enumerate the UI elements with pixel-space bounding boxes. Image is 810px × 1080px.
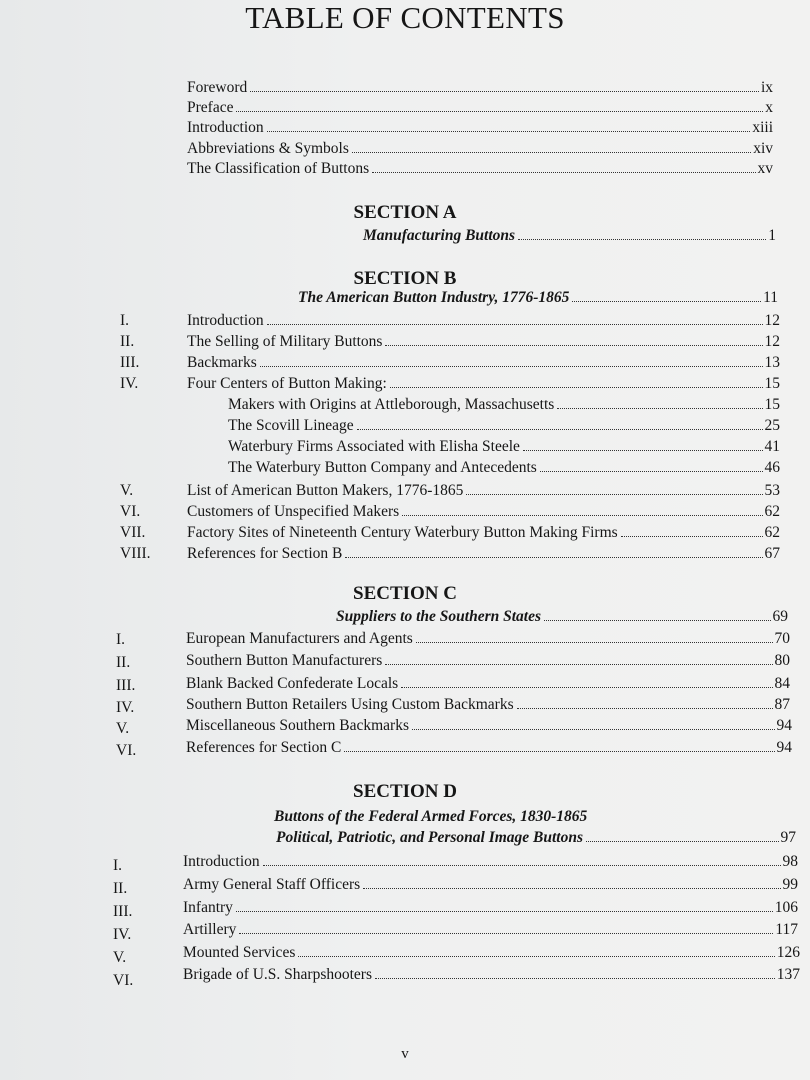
toc-entry-page: 87: [774, 696, 790, 713]
toc-entry: [187, 481, 780, 501]
toc-entry-label: Southern Button Manufacturers: [186, 652, 383, 669]
roman-numeral: III.: [116, 677, 136, 694]
toc-entry-page: 46: [764, 459, 780, 476]
leader-dots: [363, 888, 780, 889]
leader-dots: [621, 536, 763, 537]
toc-entry-page: 15: [764, 396, 780, 413]
toc-entry-label: Backmarks: [187, 354, 257, 371]
toc-entry-label: Southern Button Retailers Using Custom Backmarks: [186, 696, 514, 713]
toc-entry-label: Miscellaneous Southern Backmarks: [186, 717, 409, 734]
leader-dots: [572, 301, 761, 302]
leader-dots: [267, 131, 751, 132]
toc-entry-page: 62: [764, 524, 780, 541]
leader-dots: [523, 450, 763, 451]
toc-entry-label: Mounted Services: [183, 944, 296, 961]
roman-numeral: I.: [113, 857, 123, 874]
roman-numeral: V.: [113, 949, 127, 966]
roman-numeral: VIII.: [120, 545, 151, 562]
toc-entry-page: 12: [764, 333, 780, 350]
toc-entry-label: Political, Patriotic, and Personal Image Buttons: [276, 829, 584, 846]
toc-entry-page: 69: [772, 608, 788, 625]
leader-dots: [298, 956, 774, 957]
leader-dots: [466, 494, 762, 495]
leader-dots: [540, 471, 763, 472]
roman-numeral: I.: [120, 312, 130, 329]
toc-entry: [183, 852, 798, 872]
toc-entry-page: x: [765, 99, 773, 116]
toc-entry: [187, 523, 780, 543]
toc-entry-page: 97: [780, 829, 796, 846]
toc-entry-label: Foreword: [187, 79, 248, 96]
leader-dots: [518, 239, 766, 240]
leader-dots: [544, 620, 770, 621]
toc-entry: [187, 353, 780, 373]
toc-entry-label: The Waterbury Button Company and Antecedents: [228, 459, 537, 476]
toc-entry: [186, 629, 790, 649]
toc-entry-page: xiii: [752, 119, 773, 136]
toc-entry: [183, 965, 800, 985]
roman-numeral: IV.: [116, 699, 135, 716]
roman-numeral: III.: [113, 903, 133, 920]
leader-dots: [416, 642, 773, 643]
roman-numeral: VI.: [116, 742, 137, 759]
toc-entry-label: Waterbury Firms Associated with Elisha Steele: [228, 438, 520, 455]
section-b-heading: SECTION B: [353, 268, 457, 289]
roman-numeral: V.: [120, 482, 134, 499]
section-c-heading: SECTION C: [353, 583, 457, 604]
section-a-subtitle: [363, 226, 776, 246]
leader-dots: [260, 366, 763, 367]
toc-entry-label: The Classification of Buttons: [187, 160, 370, 177]
toc-entry-label: Brigade of U.S. Sharpshooters: [183, 966, 372, 983]
toc-entry-page: 62: [764, 503, 780, 520]
toc-entry-foreword: [187, 78, 773, 98]
roman-numeral: I.: [116, 631, 126, 648]
leader-dots: [236, 911, 773, 912]
toc-entry: [186, 674, 790, 694]
leader-dots: [344, 751, 774, 752]
toc-entry-page: 117: [775, 921, 798, 938]
leader-dots: [352, 152, 751, 153]
toc-entry-label: Preface: [187, 99, 234, 116]
leader-dots: [586, 841, 778, 842]
section-a-heading: SECTION A: [353, 202, 457, 223]
toc-entry-label: Infantry: [183, 899, 233, 916]
toc-entry-label: Buttons of the Federal Armed Forces, 1830-1865: [274, 808, 588, 825]
toc-entry-label: Abbreviations & Symbols: [187, 140, 349, 157]
toc-entry-label: Manufacturing Buttons: [363, 227, 516, 244]
page-number: v: [401, 1046, 409, 1062]
roman-numeral: II.: [120, 333, 135, 350]
toc-entry-label: Introduction: [187, 119, 264, 136]
leader-dots: [402, 515, 762, 516]
toc-entry: [183, 920, 798, 940]
section-d-subtitle-1: [274, 807, 590, 827]
toc-subentry: [228, 395, 780, 415]
roman-numeral: IV.: [113, 926, 132, 943]
page-title: TABLE OF CONTENTS: [245, 0, 565, 35]
roman-numeral: VI.: [120, 503, 141, 520]
leader-dots: [263, 865, 781, 866]
toc-entry: [186, 695, 790, 715]
toc-subentry: [228, 458, 780, 478]
section-b-subtitle: [298, 288, 778, 308]
toc-entry-label: Suppliers to the Southern States: [336, 608, 542, 625]
toc-entry-label: References for Section C: [186, 739, 342, 756]
toc-entry-label: Makers with Origins at Attleborough, Massachusetts: [228, 396, 555, 413]
section-c-subtitle: [336, 607, 788, 627]
section-d-subtitle-2: [276, 828, 796, 848]
toc-entry: [183, 898, 798, 918]
toc-entry: [187, 374, 780, 394]
leader-dots: [239, 933, 773, 934]
toc-entry-page: 41: [764, 438, 780, 455]
leader-dots: [385, 664, 772, 665]
roman-numeral: III.: [120, 354, 140, 371]
toc-entry-page: 67: [764, 545, 780, 562]
toc-entry-classification: [187, 159, 773, 179]
leader-dots: [267, 324, 763, 325]
toc-entry-page: 99: [782, 876, 798, 893]
toc-entry: [183, 875, 798, 895]
toc-entry-label: Blank Backed Confederate Locals: [186, 675, 399, 692]
toc-entry-page: 70: [774, 630, 790, 647]
roman-numeral: IV.: [120, 375, 139, 392]
leader-dots: [375, 978, 775, 979]
toc-entry-page: 13: [764, 354, 780, 371]
leader-dots: [390, 387, 763, 388]
leader-dots: [385, 345, 762, 346]
toc-entry: [186, 716, 792, 736]
toc-entry-page: 25: [764, 417, 780, 434]
toc-entry-page: 94: [776, 739, 792, 756]
leader-dots: [357, 429, 763, 430]
toc-entry-label: Factory Sites of Nineteenth Century Waterbury Button Making Firms: [187, 524, 618, 541]
toc-entry-page: xv: [757, 160, 773, 177]
toc-entry-label: Introduction: [187, 312, 264, 329]
toc-entry-page: 126: [776, 944, 800, 961]
toc-entry-page: 1: [768, 227, 776, 244]
toc-entry: [187, 332, 780, 352]
toc-subentry: [228, 416, 780, 436]
toc-entry-page: 12: [764, 312, 780, 329]
toc-entry-page: 15: [764, 375, 780, 392]
roman-numeral: V.: [116, 720, 130, 737]
toc-entry-label: Introduction: [183, 853, 260, 870]
toc-entry-label: List of American Button Makers, 1776-1865: [187, 482, 464, 499]
toc-entry-page: 137: [776, 966, 800, 983]
roman-numeral: VI.: [113, 972, 134, 989]
toc-entry: [187, 502, 780, 522]
toc-entry-label: European Manufacturers and Agents: [186, 630, 413, 647]
toc-entry-page: 94: [776, 717, 792, 734]
leader-dots: [372, 172, 755, 173]
toc-entry-label: Army General Staff Officers: [183, 876, 361, 893]
toc-entry-page: xiv: [753, 140, 773, 157]
toc-entry-page: 84: [774, 675, 790, 692]
leader-dots: [517, 708, 773, 709]
toc-entry-abbreviations: [187, 139, 773, 159]
toc-entry-page: 98: [782, 853, 798, 870]
toc-entry-page: 106: [774, 899, 798, 916]
toc-entry: [186, 651, 790, 671]
toc-entry-label: Four Centers of Button Making:: [187, 375, 387, 392]
toc-entry-label: Artillery: [183, 921, 237, 938]
toc-entry-label: Customers of Unspecified Makers: [187, 503, 400, 520]
toc-entry: [187, 311, 780, 331]
roman-numeral: II.: [113, 880, 128, 897]
section-d-heading: SECTION D: [353, 781, 457, 802]
leader-dots: [236, 111, 763, 112]
toc-entry-label: The Scovill Lineage: [228, 417, 354, 434]
toc-entry-page: 53: [764, 482, 780, 499]
toc-entry: [183, 943, 800, 963]
toc-entry-page: 11: [763, 289, 778, 306]
toc-entry-label: The American Button Industry, 1776-1865: [298, 289, 570, 306]
toc-entry: [186, 738, 792, 758]
roman-numeral: VII.: [120, 524, 146, 541]
toc-entry-label: References for Section B: [187, 545, 343, 562]
leader-dots: [345, 557, 762, 558]
toc-entry-page: ix: [760, 79, 773, 96]
toc-entry: [187, 544, 780, 564]
leader-dots: [557, 408, 762, 409]
toc-subentry: [228, 437, 780, 457]
leader-dots: [401, 687, 772, 688]
toc-entry-label: The Selling of Military Buttons: [187, 333, 383, 350]
leader-dots: [412, 729, 775, 730]
leader-dots: [250, 91, 759, 92]
roman-numeral: II.: [116, 654, 131, 671]
toc-entry-introduction: [187, 118, 773, 138]
toc-entry-page: 80: [774, 652, 790, 669]
toc-entry-preface: [187, 98, 773, 118]
